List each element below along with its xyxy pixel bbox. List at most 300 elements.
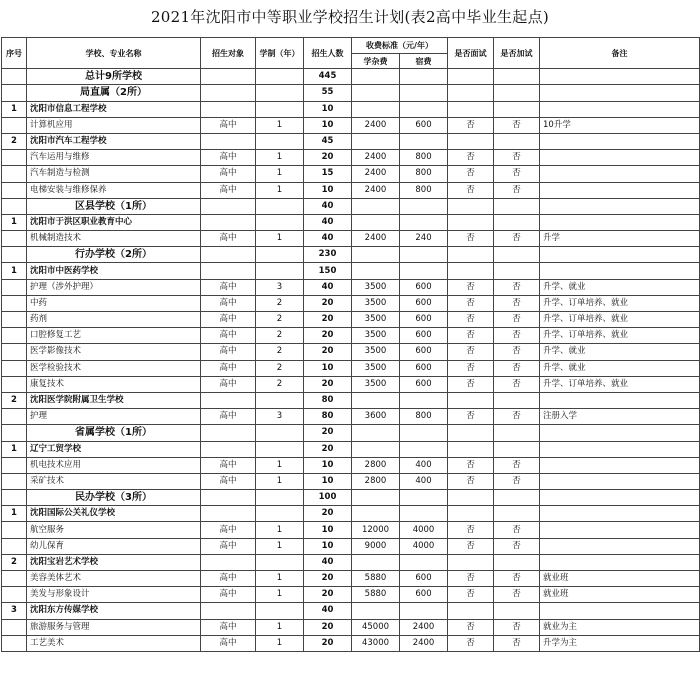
header-note: 备注 [540, 38, 700, 69]
cell-years [256, 133, 304, 149]
cell-name: 民办学校（3所） [27, 490, 201, 506]
cell-count: 80 [304, 409, 352, 425]
cell-dorm [400, 85, 448, 101]
cell-target [201, 392, 256, 408]
cell-dorm: 800 [400, 409, 448, 425]
table-row [2, 182, 700, 198]
cell-dorm: 600 [400, 279, 448, 295]
cell-extra: 否 [494, 117, 540, 133]
cell-tuition [352, 69, 400, 85]
cell-note [540, 85, 700, 101]
cell-name: 沈阳市于洪区职业教育中心 [27, 214, 201, 230]
cell-target [201, 441, 256, 457]
cell-years: 3 [256, 279, 304, 295]
cell-dorm [400, 198, 448, 214]
cell-target: 高中 [201, 571, 256, 587]
cell-name: 美容美体艺术 [27, 571, 201, 587]
cell-interview [448, 425, 494, 441]
cell-tuition [352, 425, 400, 441]
school-row [2, 263, 700, 279]
cell-target: 高中 [201, 344, 256, 360]
cell-note: 升学为主 [540, 635, 700, 651]
school-row [2, 133, 700, 149]
cell-count: 10 [304, 457, 352, 473]
cell-interview: 否 [448, 279, 494, 295]
cell-note [540, 441, 700, 457]
cell-years [256, 392, 304, 408]
cell-count: 20 [304, 506, 352, 522]
cell-extra [494, 490, 540, 506]
cell-tuition: 3500 [352, 376, 400, 392]
cell-count: 20 [304, 295, 352, 311]
cell-note [540, 425, 700, 441]
cell-target [201, 490, 256, 506]
cell-count: 10 [304, 522, 352, 538]
cell-years: 2 [256, 344, 304, 360]
cell-note: 10升学 [540, 117, 700, 133]
cell-target: 高中 [201, 328, 256, 344]
cell-years: 1 [256, 635, 304, 651]
cell-interview: 否 [448, 538, 494, 554]
table-row [2, 360, 700, 376]
cell-tuition: 3500 [352, 279, 400, 295]
cell-target: 高中 [201, 522, 256, 538]
cell-years [256, 441, 304, 457]
table-row [2, 587, 700, 603]
cell-note [540, 473, 700, 489]
cell-tuition: 5880 [352, 587, 400, 603]
cell-years [256, 85, 304, 101]
table-row [2, 117, 700, 133]
cell-years [256, 214, 304, 230]
cell-interview [448, 101, 494, 117]
cell-target: 高中 [201, 150, 256, 166]
cell-interview [448, 214, 494, 230]
cell-count: 40 [304, 554, 352, 570]
cell-note [540, 198, 700, 214]
cell-seq [2, 425, 27, 441]
cell-extra: 否 [494, 571, 540, 587]
cell-tuition [352, 263, 400, 279]
cell-target [201, 425, 256, 441]
cell-target [201, 198, 256, 214]
header-extra: 是否加试 [494, 38, 540, 69]
cell-seq [2, 457, 27, 473]
table-row [2, 409, 700, 425]
cell-extra [494, 101, 540, 117]
cell-tuition: 43000 [352, 635, 400, 651]
cell-years [256, 198, 304, 214]
cell-interview [448, 392, 494, 408]
cell-target: 高中 [201, 279, 256, 295]
cell-interview: 否 [448, 457, 494, 473]
cell-count: 20 [304, 441, 352, 457]
cell-target [201, 247, 256, 263]
table-row [2, 538, 700, 554]
cell-interview [448, 441, 494, 457]
cell-seq [2, 571, 27, 587]
cell-dorm [400, 392, 448, 408]
table-row [2, 295, 700, 311]
cell-note [540, 214, 700, 230]
school-row [2, 392, 700, 408]
cell-extra: 否 [494, 295, 540, 311]
cell-note: 就业为主 [540, 619, 700, 635]
cell-seq [2, 360, 27, 376]
cell-note [540, 538, 700, 554]
cell-interview: 否 [448, 231, 494, 247]
cell-seq [2, 619, 27, 635]
cell-note [540, 166, 700, 182]
cell-tuition [352, 490, 400, 506]
cell-extra: 否 [494, 376, 540, 392]
cell-note: 升学、就业 [540, 344, 700, 360]
cell-seq: 1 [2, 441, 27, 457]
cell-extra [494, 214, 540, 230]
cell-extra: 否 [494, 279, 540, 295]
cell-extra [494, 263, 540, 279]
cell-years: 1 [256, 117, 304, 133]
cell-seq [2, 279, 27, 295]
cell-dorm [400, 214, 448, 230]
cell-years: 1 [256, 571, 304, 587]
cell-note [540, 506, 700, 522]
section-row [2, 69, 700, 85]
cell-interview: 否 [448, 635, 494, 651]
cell-years: 2 [256, 312, 304, 328]
cell-extra: 否 [494, 312, 540, 328]
cell-years: 2 [256, 376, 304, 392]
section-row [2, 490, 700, 506]
cell-extra: 否 [494, 409, 540, 425]
cell-count: 10 [304, 473, 352, 489]
cell-interview: 否 [448, 312, 494, 328]
cell-interview [448, 603, 494, 619]
cell-count: 20 [304, 587, 352, 603]
table-row [2, 376, 700, 392]
cell-years [256, 490, 304, 506]
cell-tuition: 3600 [352, 409, 400, 425]
cell-name: 电梯安装与维修保养 [27, 182, 201, 198]
header-name: 学校、专业名称 [27, 38, 201, 69]
cell-target: 高中 [201, 312, 256, 328]
cell-extra [494, 392, 540, 408]
cell-name: 工艺美术 [27, 635, 201, 651]
cell-interview: 否 [448, 571, 494, 587]
cell-interview: 否 [448, 328, 494, 344]
cell-target: 高中 [201, 166, 256, 182]
cell-tuition [352, 506, 400, 522]
cell-dorm [400, 133, 448, 149]
cell-dorm [400, 603, 448, 619]
cell-years [256, 506, 304, 522]
table-row [2, 279, 700, 295]
cell-name: 沈阳市汽车工程学校 [27, 133, 201, 149]
header-tuition: 学杂费 [352, 54, 400, 69]
cell-name: 医学影像技术 [27, 344, 201, 360]
cell-target: 高中 [201, 473, 256, 489]
cell-name: 沈阳宝岩艺术学校 [27, 554, 201, 570]
cell-interview: 否 [448, 619, 494, 635]
cell-note: 升学、就业 [540, 279, 700, 295]
cell-seq: 2 [2, 554, 27, 570]
cell-name: 沈阳国际公关礼仪学校 [27, 506, 201, 522]
cell-seq [2, 587, 27, 603]
cell-name: 局直属（2所） [27, 85, 201, 101]
cell-count: 20 [304, 571, 352, 587]
cell-tuition: 45000 [352, 619, 400, 635]
cell-interview: 否 [448, 344, 494, 360]
cell-target [201, 214, 256, 230]
cell-count: 20 [304, 150, 352, 166]
cell-note: 升学、就业 [540, 360, 700, 376]
cell-tuition: 2400 [352, 166, 400, 182]
cell-target: 高中 [201, 619, 256, 635]
cell-note: 就业班 [540, 587, 700, 603]
cell-extra: 否 [494, 457, 540, 473]
cell-target [201, 603, 256, 619]
cell-years: 1 [256, 587, 304, 603]
cell-extra [494, 425, 540, 441]
table-row [2, 344, 700, 360]
cell-years: 1 [256, 150, 304, 166]
cell-count: 45 [304, 133, 352, 149]
cell-interview: 否 [448, 182, 494, 198]
cell-note [540, 554, 700, 570]
cell-tuition [352, 198, 400, 214]
cell-target: 高中 [201, 117, 256, 133]
cell-years [256, 69, 304, 85]
cell-dorm: 240 [400, 231, 448, 247]
cell-name: 行办学校（2所） [27, 247, 201, 263]
cell-years [256, 247, 304, 263]
cell-extra: 否 [494, 587, 540, 603]
cell-interview [448, 247, 494, 263]
cell-name: 口腔修复工艺 [27, 328, 201, 344]
cell-seq: 1 [2, 263, 27, 279]
cell-extra: 否 [494, 635, 540, 651]
cell-note: 就业班 [540, 571, 700, 587]
cell-target [201, 506, 256, 522]
cell-tuition: 2400 [352, 150, 400, 166]
section-row [2, 85, 700, 101]
header-years: 学制（年） [256, 38, 304, 69]
cell-target [201, 85, 256, 101]
cell-seq [2, 344, 27, 360]
cell-seq [2, 376, 27, 392]
cell-dorm: 600 [400, 360, 448, 376]
cell-count: 10 [304, 360, 352, 376]
cell-years: 1 [256, 231, 304, 247]
cell-seq [2, 247, 27, 263]
header-seq: 序号 [2, 38, 27, 69]
table-row [2, 231, 700, 247]
cell-note [540, 603, 700, 619]
cell-count: 40 [304, 231, 352, 247]
cell-years [256, 554, 304, 570]
cell-target [201, 263, 256, 279]
cell-extra: 否 [494, 166, 540, 182]
cell-name: 药剂 [27, 312, 201, 328]
header-dorm: 宿费 [400, 54, 448, 69]
cell-name: 航空服务 [27, 522, 201, 538]
header-row [2, 38, 700, 54]
cell-seq [2, 85, 27, 101]
cell-seq [2, 522, 27, 538]
cell-seq [2, 69, 27, 85]
cell-count: 10 [304, 182, 352, 198]
cell-tuition: 3500 [352, 312, 400, 328]
cell-seq [2, 198, 27, 214]
cell-seq: 1 [2, 214, 27, 230]
cell-years: 1 [256, 538, 304, 554]
cell-dorm: 4000 [400, 538, 448, 554]
cell-target: 高中 [201, 376, 256, 392]
table-row [2, 328, 700, 344]
cell-name: 汽车制造与检测 [27, 166, 201, 182]
cell-seq [2, 538, 27, 554]
cell-note [540, 150, 700, 166]
cell-tuition [352, 85, 400, 101]
enrollment-plan-table [1, 37, 700, 652]
cell-extra [494, 554, 540, 570]
cell-extra [494, 85, 540, 101]
cell-interview: 否 [448, 473, 494, 489]
cell-target [201, 69, 256, 85]
cell-extra [494, 247, 540, 263]
cell-seq [2, 182, 27, 198]
cell-years: 1 [256, 522, 304, 538]
cell-dorm [400, 506, 448, 522]
cell-extra: 否 [494, 473, 540, 489]
cell-count: 20 [304, 376, 352, 392]
table-row [2, 571, 700, 587]
cell-extra [494, 69, 540, 85]
cell-dorm: 600 [400, 117, 448, 133]
cell-count: 230 [304, 247, 352, 263]
cell-interview [448, 69, 494, 85]
cell-interview: 否 [448, 409, 494, 425]
cell-note: 注册入学 [540, 409, 700, 425]
cell-target: 高中 [201, 360, 256, 376]
cell-dorm: 400 [400, 473, 448, 489]
cell-dorm [400, 263, 448, 279]
cell-tuition: 3500 [352, 360, 400, 376]
cell-dorm: 600 [400, 587, 448, 603]
cell-name: 幼儿保育 [27, 538, 201, 554]
cell-tuition [352, 101, 400, 117]
cell-count: 10 [304, 538, 352, 554]
cell-count: 55 [304, 85, 352, 101]
cell-dorm: 4000 [400, 522, 448, 538]
cell-target [201, 101, 256, 117]
cell-dorm: 2400 [400, 619, 448, 635]
cell-seq: 3 [2, 603, 27, 619]
cell-seq: 2 [2, 392, 27, 408]
cell-note: 升学、订单培养、就业 [540, 312, 700, 328]
cell-tuition: 2800 [352, 457, 400, 473]
cell-target: 高中 [201, 295, 256, 311]
cell-extra [494, 198, 540, 214]
cell-dorm [400, 554, 448, 570]
cell-tuition [352, 554, 400, 570]
cell-interview [448, 133, 494, 149]
cell-note: 升学、订单培养、就业 [540, 376, 700, 392]
table-row [2, 166, 700, 182]
cell-dorm: 600 [400, 376, 448, 392]
cell-tuition: 9000 [352, 538, 400, 554]
cell-years [256, 263, 304, 279]
cell-seq [2, 166, 27, 182]
cell-dorm: 600 [400, 571, 448, 587]
cell-name: 护理 [27, 409, 201, 425]
cell-years: 1 [256, 457, 304, 473]
cell-name: 康复技术 [27, 376, 201, 392]
cell-name: 采矿技术 [27, 473, 201, 489]
cell-name: 沈阳市中医药学校 [27, 263, 201, 279]
cell-target: 高中 [201, 409, 256, 425]
cell-extra: 否 [494, 522, 540, 538]
cell-note [540, 133, 700, 149]
cell-tuition: 2400 [352, 117, 400, 133]
cell-tuition: 12000 [352, 522, 400, 538]
cell-dorm: 2400 [400, 635, 448, 651]
cell-extra: 否 [494, 150, 540, 166]
cell-name: 机电技术应用 [27, 457, 201, 473]
cell-name: 辽宁工贸学校 [27, 441, 201, 457]
cell-interview: 否 [448, 360, 494, 376]
cell-seq [2, 635, 27, 651]
cell-dorm: 600 [400, 312, 448, 328]
cell-interview: 否 [448, 522, 494, 538]
cell-interview: 否 [448, 166, 494, 182]
cell-count: 15 [304, 166, 352, 182]
cell-dorm [400, 69, 448, 85]
cell-note [540, 392, 700, 408]
cell-target: 高中 [201, 587, 256, 603]
cell-count: 40 [304, 198, 352, 214]
cell-interview [448, 554, 494, 570]
cell-tuition: 2400 [352, 231, 400, 247]
table-row [2, 473, 700, 489]
cell-extra: 否 [494, 360, 540, 376]
cell-dorm [400, 490, 448, 506]
cell-extra [494, 506, 540, 522]
cell-name: 医学检验技术 [27, 360, 201, 376]
table-row [2, 457, 700, 473]
cell-extra: 否 [494, 538, 540, 554]
cell-interview: 否 [448, 587, 494, 603]
cell-note [540, 182, 700, 198]
cell-extra: 否 [494, 328, 540, 344]
cell-count: 150 [304, 263, 352, 279]
cell-target: 高中 [201, 182, 256, 198]
cell-extra [494, 603, 540, 619]
cell-name: 计算机应用 [27, 117, 201, 133]
cell-count: 445 [304, 69, 352, 85]
school-row [2, 506, 700, 522]
cell-interview [448, 85, 494, 101]
cell-dorm: 600 [400, 344, 448, 360]
cell-seq [2, 312, 27, 328]
cell-target: 高中 [201, 635, 256, 651]
cell-count: 20 [304, 425, 352, 441]
cell-years: 1 [256, 182, 304, 198]
cell-seq [2, 328, 27, 344]
cell-tuition [352, 392, 400, 408]
cell-note [540, 101, 700, 117]
cell-count: 80 [304, 392, 352, 408]
